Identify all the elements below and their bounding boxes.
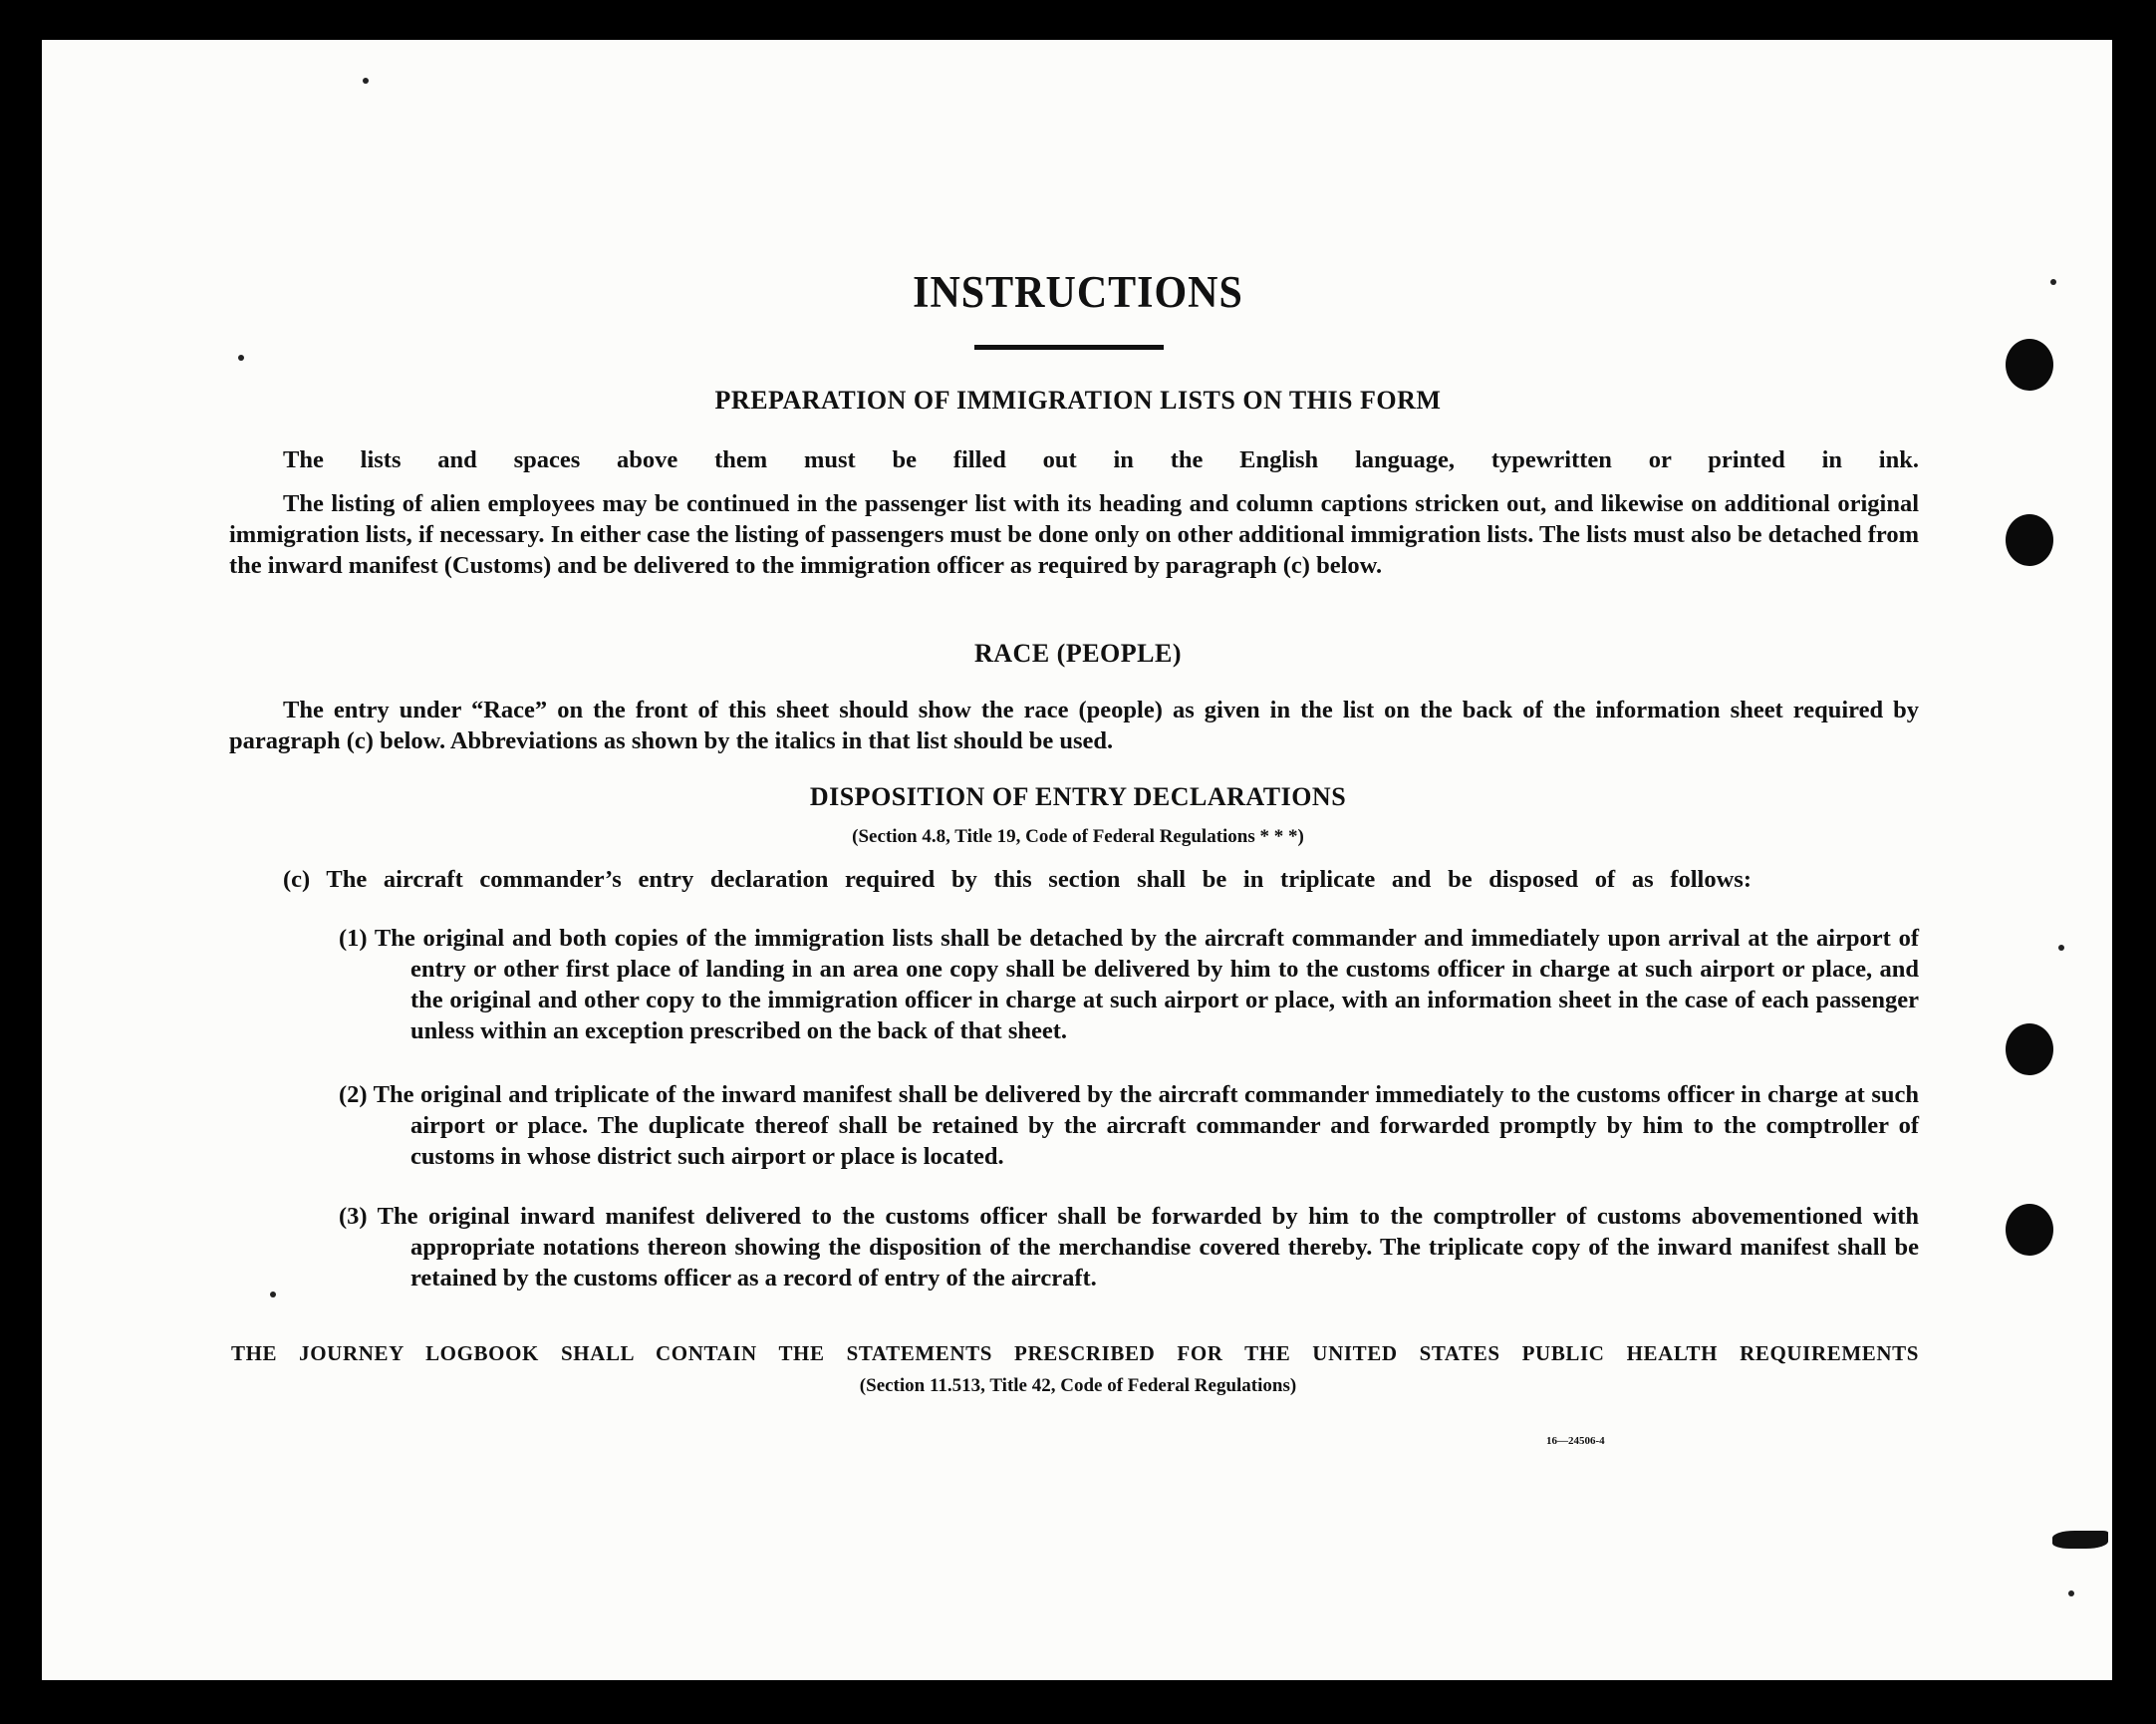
disposition-citation: (Section 4.8, Title 19, Code of Federal Regulations * * *)	[852, 826, 1304, 847]
preparation-paragraph-1: The lists and spaces above them must be filled out in the English language, typewritten or printed in ink.	[283, 446, 1919, 473]
form-number: 16—24506-4	[1546, 1435, 1605, 1447]
ink-smudge	[2052, 1531, 2108, 1549]
speck	[238, 355, 244, 361]
section-heading-disposition: DISPOSITION OF ENTRY DECLARATIONS	[809, 782, 1347, 811]
punch-hole	[2006, 1023, 2053, 1075]
disposition-item-1: (1) The original and both copies of the immigration lists shall be detached by the aircraft commander and immediately upon arrival at the airport of entry or other first place of landing in an area one copy shall be delivered by him to the customs officer in charge at such airport or place, and the original and other copy to the immigration officer in charge at such airport or place, with an information sheet in the case of each passenger unless within an exception prescribed on the back of that sheet.	[339, 925, 1919, 1044]
footer-health-requirements: THE JOURNEY LOGBOOK SHALL CONTAIN THE STATEMENTS PRESCRIBED FOR THE UNITED STATES PUBLIC HEALTH REQUIREMENTS	[231, 1341, 1919, 1365]
disposition-item-2: (2) The original and triplicate of the inward manifest shall be delivered by the aircraft commander immediately to the customs officer in charge at such airport or place. The duplicate thereof shall be retained by the aircraft commander and forwarded promptly by him to the comptroller of customs in whose district such airport or place is located.	[339, 1081, 1919, 1170]
disposition-intro: (c) The aircraft commander’s entry declaration required by this section shall be in triplicate and be disposed of as follows:	[283, 866, 1752, 893]
speck	[2068, 1590, 2074, 1596]
speck	[363, 78, 369, 84]
section-heading-preparation: PREPARATION OF IMMIGRATION LISTS ON THIS FORM	[714, 386, 1442, 415]
punch-hole	[2006, 1204, 2053, 1256]
punch-hole	[2006, 514, 2053, 566]
speck	[2058, 945, 2064, 951]
speck	[270, 1292, 276, 1297]
preparation-paragraph-2: The listing of alien employees may be continued in the passenger list with its heading and column captions stricken out, and likewise on additional original immigration lists, if necessary. In either case the listing of passengers must be done only on other additional immigration lists. The lists must also be detached from the inward manifest (Customs) and be delivered to the immigration officer as required by paragraph (c) below.	[229, 490, 1919, 579]
section-heading-race: RACE (PEOPLE)	[974, 639, 1182, 668]
punch-hole	[2006, 339, 2053, 391]
page-title: INSTRUCTIONS	[913, 268, 1243, 318]
race-paragraph: The entry under “Race” on the front of this sheet should show the race (people) as given in the list on the back of the information sheet required by paragraph (c) below. Abbreviations as shown by the italics in that list should be used.	[229, 697, 1919, 754]
title-underline	[974, 345, 1164, 350]
disposition-item-3: (3) The original inward manifest delivered to the customs officer shall be forwarded by him to the comptroller of customs abovementioned with appropriate notations thereon showing the disposition of the merchandise covered thereby. The triplicate copy of the inward manifest shall be retained by the customs officer as a record of entry of the aircraft.	[339, 1203, 1919, 1292]
footer-citation: (Section 11.513, Title 42, Code of Federal Regulations)	[859, 1375, 1297, 1396]
